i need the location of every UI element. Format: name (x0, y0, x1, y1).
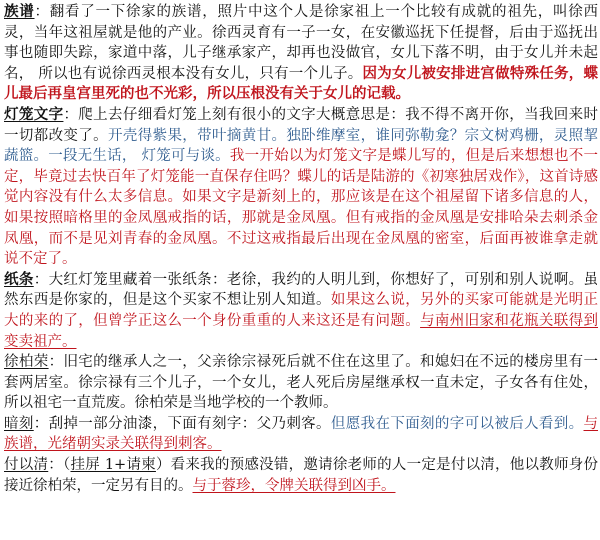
body-text: 刮掉一部分油漆，下面有刻字：父乃刺客。 (48, 415, 331, 432)
paren-open: （ (62, 457, 71, 474)
section-genealogy (4, 2, 598, 105)
section-label: 灯笼文字 (4, 105, 64, 123)
body-text: ）看来我的预感没错，邀请徐老师的人一定是付以清，他以教师身份接近徐柏荣，一定另有目的。 (4, 457, 599, 494)
section-paper (4, 270, 598, 352)
poem-text: 开壳得紫果，带叶摘黄甘。独卧维摩室，谁同弥勒龛？宗文树鸡栅，灵照挈蔬篮。一段无生话， 灯笼可与谈。 (4, 127, 598, 165)
section-fu-yiqing (4, 455, 598, 496)
analysis-note: 如果这么说，另外的买家可能就是光明正大的来的了，但曾学正这么一个身份重重的人来这还是有问题。 (4, 292, 599, 329)
label-separator: ： (33, 271, 49, 288)
body-text: 旧宅的继承人之一，父亲徐宗禄死后就不住在这里了。和媳妇在不远的楼房里有一套两居室。徐宗禄有三个儿子，一个女儿，老人死后房屋继承权一直未定，子女各有住处，所以祖宅一直荒废。徐柏荣是当地学校的一个教师。 (4, 354, 598, 412)
section-label: 纸条 (4, 270, 34, 288)
body-text: 大红灯笼里藏着一张纸条：老徐，我约的人明儿到，你想好了，可别和别人说啊。虽然东西是你家的，但是这个买家不想让别人知道。 (4, 271, 598, 309)
label-separator: ： (34, 4, 50, 20)
analysis-note: 我一开始以为灯笼文字是蝶儿写的，但是后来想想也不一定，毕竟过去快百年了灯笼能一直保存住吗？蝶儿的话是陆游的《初寒独居戏作》，这首诗感觉内容没有什么太多信息。如果文字是新刻上的，那应该是在这个祖屋留下诸多信息的人，如果按照暗格里的金凤凰戒指的话，那就是金凤凰。但有戒指的金凤凰是安排哈朵去刺杀金凤凰，而不是见刘青春的金凤凰。不过这戒指最后出现在金凤凰的密室，后面再被谁拿走就说不定了。 (4, 148, 599, 268)
section-label: 徐柏荣 (4, 354, 49, 371)
inscription-note: 但愿我在下面刻的字可以被后人看到。 (330, 415, 584, 432)
label-separator: ： (33, 415, 49, 432)
link-conclusion: 与南州旧家和花瓶关联得到变卖祖产。 (4, 312, 599, 350)
section-label: 暗刻 (4, 415, 34, 432)
item-reference: 挂屏 1+请柬 (70, 457, 156, 474)
link-conclusion: 与族谱，光绪朝实录关联得到刺客。 (4, 415, 599, 453)
section-xu-borong (4, 352, 598, 414)
label-separator: ： (48, 354, 64, 371)
label-separator: ： (63, 106, 79, 123)
section-lantern (4, 105, 598, 270)
body-text: 爬上去仔细看灯笼上刻有很小的文字大概意思是：我不得不离开你，当我回来时一切都改变了。 (4, 106, 598, 144)
analysis-note: 因为女儿被安排进宫做特殊任务，蝶儿最后再皇宫里死的也不光彩，所以压根没有关于女儿的记载。 (4, 64, 599, 103)
section-label: 族谱 (4, 3, 35, 20)
link-conclusion: 与于蓉珍，令牌关联得到凶手。 (192, 477, 396, 494)
section-secret-inscription (4, 414, 598, 455)
section-label: 付以清 (4, 457, 49, 474)
body-text: 翻看了一下徐家的族谱，照片中这个人是徐家祖上一个比较有成就的祖先，叫徐西灵，当年这祖屋就是他的产业。徐西灵育有一子一女，在安徽巡抚下任提督，后由于巡抚出事也随即失踪，家道中落，儿子继承家产，却再也没做官，女儿下落不明，由于女儿并未起名， 所以也有说徐西灵根本没有女儿，只有一个儿子。 (4, 4, 598, 82)
label-separator: ： (48, 457, 63, 474)
